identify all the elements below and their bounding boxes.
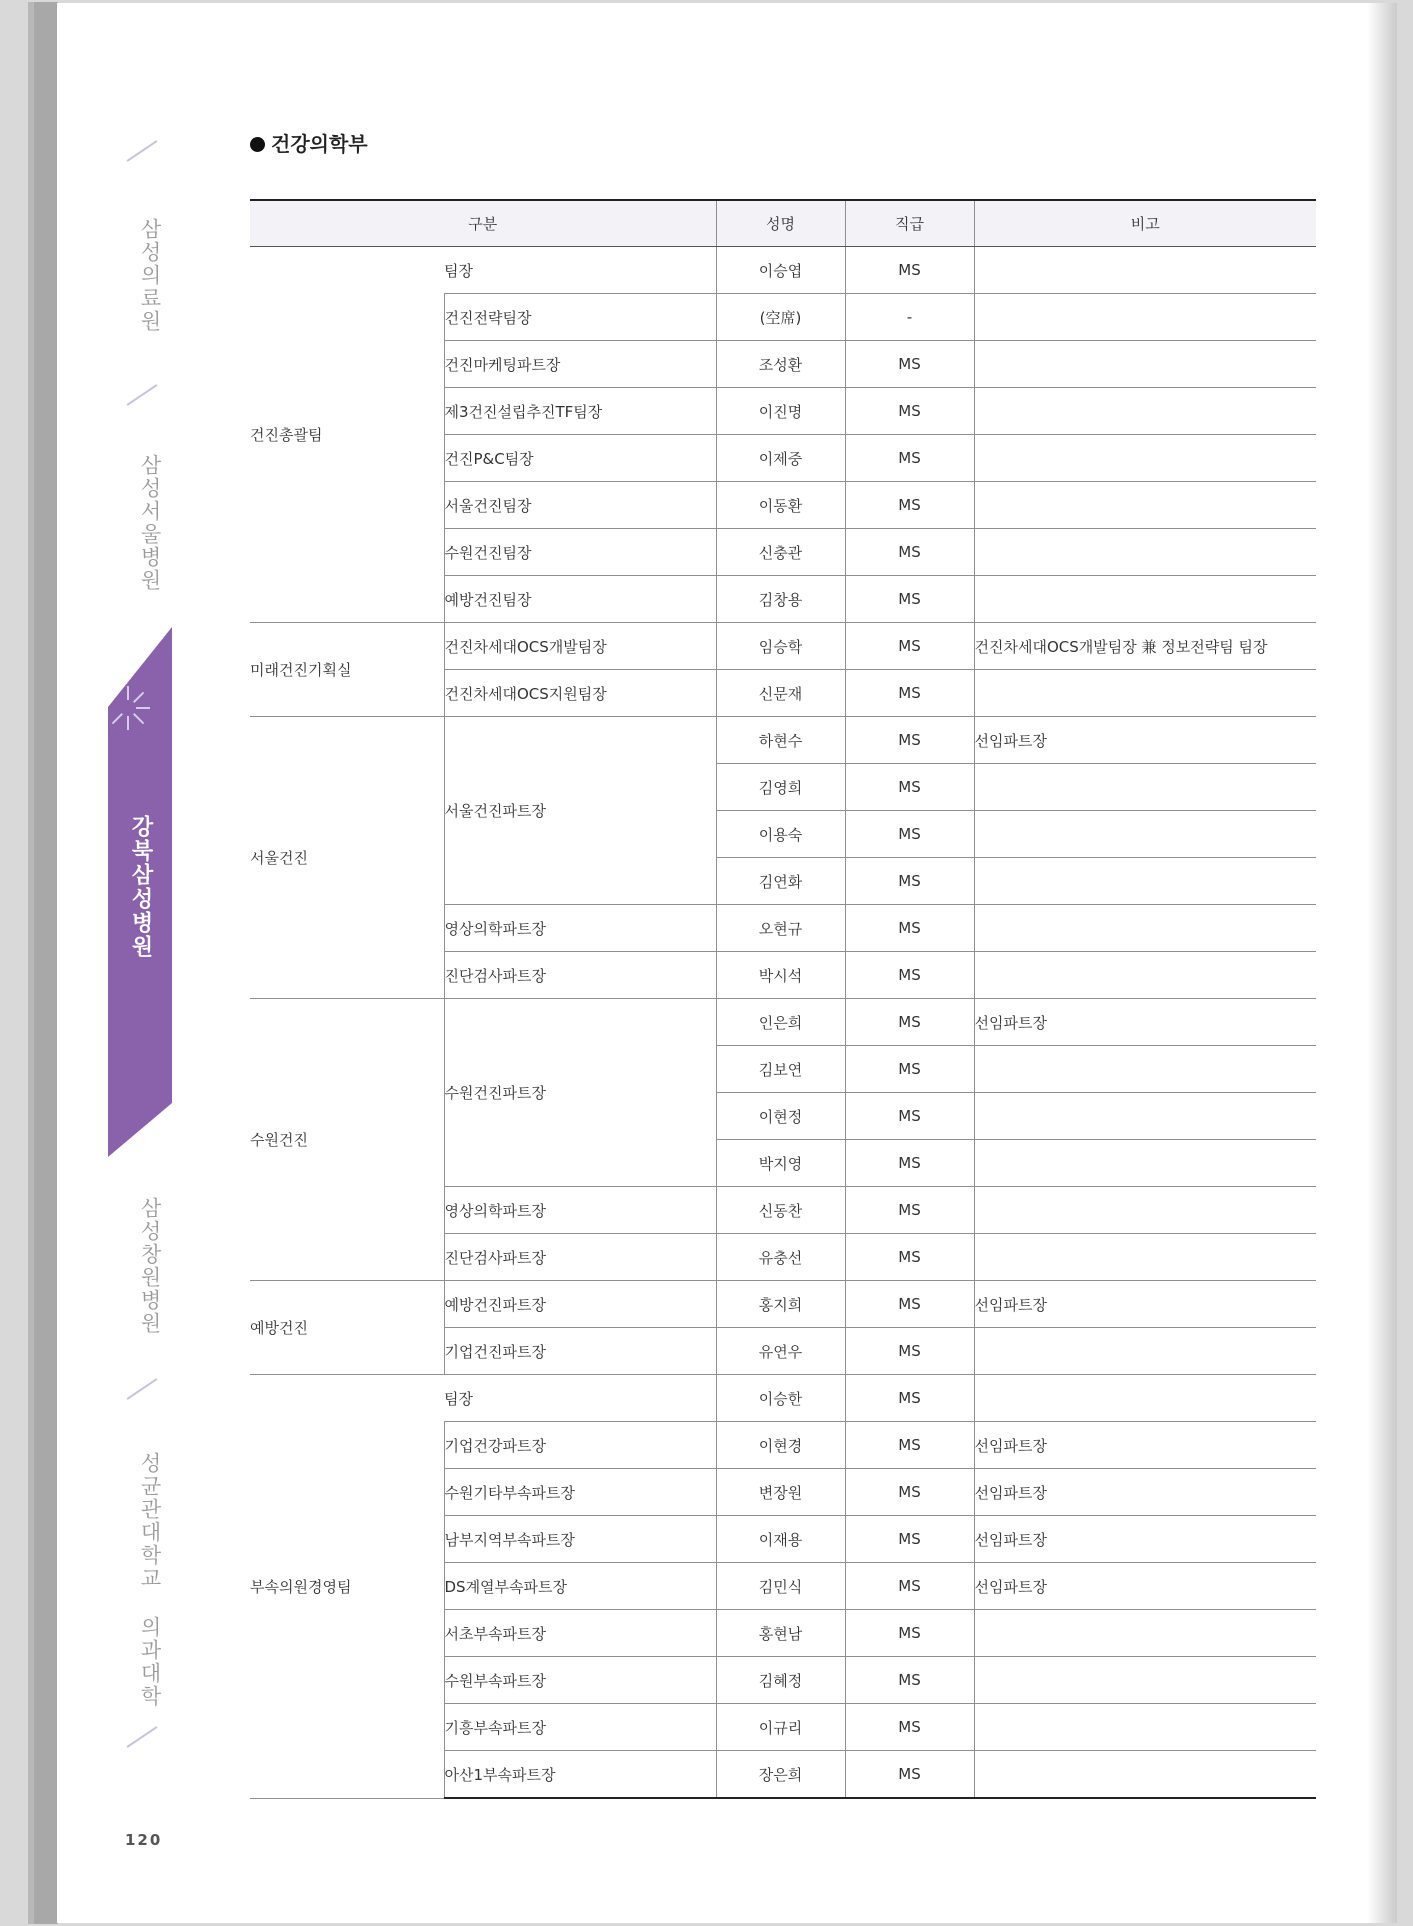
rank-cell: MS <box>845 670 974 717</box>
rank-cell: MS <box>845 952 974 999</box>
rank-cell: MS <box>845 717 974 764</box>
position-cell: 예방건진팀장 <box>444 576 716 623</box>
rank-cell: MS <box>845 1422 974 1469</box>
page-number: 120 <box>125 1831 163 1849</box>
sidebar-item-samsung-seoul-hospital[interactable]: 삼성서울병원 <box>138 454 162 592</box>
position-cell: 팀장 <box>444 247 716 294</box>
position-cell: 건진전략팀장 <box>444 294 716 341</box>
note-cell <box>974 341 1316 388</box>
name-cell: 이재용 <box>716 1516 845 1563</box>
sidebar-item-kangbuk-samsung-hospital[interactable]: 강북삼성병원 <box>128 815 153 959</box>
rank-cell: MS <box>845 1093 974 1140</box>
position-cell: 팀장 <box>444 1375 716 1422</box>
name-cell: 김영희 <box>716 764 845 811</box>
rank-cell: MS <box>845 529 974 576</box>
note-cell: 선임파트장 <box>974 1469 1316 1516</box>
dept-cell: 미래건진기획실 <box>250 623 444 717</box>
name-cell: 인은희 <box>716 999 845 1046</box>
note-cell <box>974 1751 1316 1799</box>
dept-cell: 부속의원경영팀 <box>250 1375 444 1799</box>
bullet-icon <box>250 137 265 152</box>
rank-cell: MS <box>845 1187 974 1234</box>
position-cell: 건진P&C팀장 <box>444 435 716 482</box>
table-body <box>250 247 1316 1799</box>
note-cell <box>974 858 1316 905</box>
name-cell: 신충관 <box>716 529 845 576</box>
rank-cell: MS <box>845 1751 974 1799</box>
note-cell <box>974 1610 1316 1657</box>
position-cell: 영상의학파트장 <box>444 1187 716 1234</box>
note-cell <box>974 1046 1316 1093</box>
position-cell: 진단검사파트장 <box>444 1234 716 1281</box>
name-cell: 김보연 <box>716 1046 845 1093</box>
name-cell: 김창용 <box>716 576 845 623</box>
note-cell <box>974 1328 1316 1375</box>
name-cell: 변장원 <box>716 1469 845 1516</box>
name-cell: 김연화 <box>716 858 845 905</box>
name-cell: 하현수 <box>716 717 845 764</box>
note-cell <box>974 1093 1316 1140</box>
note-cell: 선임파트장 <box>974 1422 1316 1469</box>
table-row <box>250 717 1316 764</box>
book-edge-inner <box>34 2 58 1924</box>
position-cell: DS계열부속파트장 <box>444 1563 716 1610</box>
position-cell: 건진마케팅파트장 <box>444 341 716 388</box>
position-cell: 건진차세대OCS개발팀장 <box>444 623 716 670</box>
section-title-text: 건강의학부 <box>271 132 368 156</box>
rank-cell: MS <box>845 247 974 294</box>
note-cell <box>974 670 1316 717</box>
rank-cell: MS <box>845 1657 974 1704</box>
note-cell <box>974 247 1316 294</box>
note-cell <box>974 576 1316 623</box>
rank-cell: MS <box>845 1375 974 1422</box>
name-cell: 박지영 <box>716 1140 845 1187</box>
rank-cell: - <box>845 294 974 341</box>
name-cell: 홍현남 <box>716 1610 845 1657</box>
dept-cell: 건진총괄팀 <box>250 247 444 623</box>
note-cell <box>974 294 1316 341</box>
note-cell <box>974 388 1316 435</box>
name-cell: 김혜정 <box>716 1657 845 1704</box>
table-row <box>250 1375 1316 1422</box>
table-row <box>250 1281 1316 1328</box>
name-cell: 신동찬 <box>716 1187 845 1234</box>
rank-cell: MS <box>845 1046 974 1093</box>
position-cell: 아산1부속파트장 <box>444 1751 716 1799</box>
name-cell: 오현규 <box>716 905 845 952</box>
dept-cell: 서울건진 <box>250 717 444 999</box>
note-cell <box>974 1704 1316 1751</box>
note-cell: 선임파트장 <box>974 999 1316 1046</box>
name-cell: 조성환 <box>716 341 845 388</box>
sparkle-icon <box>106 686 150 730</box>
name-cell: (空席) <box>716 294 845 341</box>
name-cell: 이규리 <box>716 1704 845 1751</box>
position-cell: 서초부속파트장 <box>444 1610 716 1657</box>
rank-cell: MS <box>845 1516 974 1563</box>
rank-cell: MS <box>845 858 974 905</box>
rank-cell: MS <box>845 1328 974 1375</box>
name-cell: 이현정 <box>716 1093 845 1140</box>
rank-cell: MS <box>845 576 974 623</box>
name-cell: 이승한 <box>716 1375 845 1422</box>
table-row <box>250 623 1316 670</box>
position-cell: 수원건진팀장 <box>444 529 716 576</box>
page-shadow <box>1367 3 1397 1923</box>
position-cell: 수원건진파트장 <box>444 999 716 1187</box>
note-cell: 건진차세대OCS개발팀장 兼 정보전략팀 팀장 <box>974 623 1316 670</box>
position-cell: 남부지역부속파트장 <box>444 1516 716 1563</box>
position-cell: 제3건진설립추진TF팀장 <box>444 388 716 435</box>
rank-cell: MS <box>845 764 974 811</box>
header-name: 성명 <box>716 200 845 247</box>
note-cell <box>974 905 1316 952</box>
rank-cell: MS <box>845 623 974 670</box>
header-note: 비고 <box>974 200 1316 247</box>
section-title <box>250 128 368 157</box>
position-cell: 예방건진파트장 <box>444 1281 716 1328</box>
dept-cell: 예방건진 <box>250 1281 444 1375</box>
position-cell: 서울건진팀장 <box>444 482 716 529</box>
staff-table <box>250 199 1316 1799</box>
position-cell: 기업건진파트장 <box>444 1328 716 1375</box>
name-cell: 이현경 <box>716 1422 845 1469</box>
rank-cell: MS <box>845 1469 974 1516</box>
rank-cell: MS <box>845 1281 974 1328</box>
note-cell: 선임파트장 <box>974 1563 1316 1610</box>
note-cell: 선임파트장 <box>974 1516 1316 1563</box>
rank-cell: MS <box>845 482 974 529</box>
note-cell <box>974 1187 1316 1234</box>
name-cell: 박시석 <box>716 952 845 999</box>
position-cell: 진단검사파트장 <box>444 952 716 999</box>
header-rank: 직급 <box>845 200 974 247</box>
name-cell: 이제중 <box>716 435 845 482</box>
name-cell: 임승학 <box>716 623 845 670</box>
position-cell: 영상의학파트장 <box>444 905 716 952</box>
position-cell: 서울건진파트장 <box>444 717 716 905</box>
position-cell: 수원기타부속파트장 <box>444 1469 716 1516</box>
name-cell: 이용숙 <box>716 811 845 858</box>
name-cell: 이진명 <box>716 388 845 435</box>
table-row <box>250 247 1316 294</box>
name-cell: 유연우 <box>716 1328 845 1375</box>
name-cell: 유충선 <box>716 1234 845 1281</box>
sidebar-item-samsung-medical-center[interactable]: 삼성의료원 <box>138 218 162 333</box>
table-header-row <box>250 200 1316 247</box>
name-cell: 홍지희 <box>716 1281 845 1328</box>
note-cell <box>974 764 1316 811</box>
note-cell <box>974 529 1316 576</box>
note-cell <box>974 1234 1316 1281</box>
name-cell: 이승엽 <box>716 247 845 294</box>
rank-cell: MS <box>845 435 974 482</box>
name-cell: 장은희 <box>716 1751 845 1799</box>
position-cell: 기흥부속파트장 <box>444 1704 716 1751</box>
rank-cell: MS <box>845 1610 974 1657</box>
table-row <box>250 999 1316 1046</box>
rank-cell: MS <box>845 811 974 858</box>
position-cell: 건진차세대OCS지원팀장 <box>444 670 716 717</box>
note-cell <box>974 1657 1316 1704</box>
position-cell: 기업건강파트장 <box>444 1422 716 1469</box>
rank-cell: MS <box>845 1704 974 1751</box>
note-cell <box>974 1375 1316 1422</box>
note-cell <box>974 811 1316 858</box>
rank-cell: MS <box>845 341 974 388</box>
sidebar-item-samsung-changwon-hospital[interactable]: 삼성창원병원 <box>138 1197 162 1335</box>
name-cell: 이동환 <box>716 482 845 529</box>
rank-cell: MS <box>845 905 974 952</box>
sidebar-item-skku-medicine[interactable]: 성균관대학교 의과대학 <box>138 1452 162 1708</box>
rank-cell: MS <box>845 1234 974 1281</box>
name-cell: 신문재 <box>716 670 845 717</box>
header-category: 구분 <box>250 200 716 247</box>
note-cell <box>974 952 1316 999</box>
rank-cell: MS <box>845 388 974 435</box>
rank-cell: MS <box>845 999 974 1046</box>
dept-cell: 수원건진 <box>250 999 444 1281</box>
note-cell: 선임파트장 <box>974 1281 1316 1328</box>
name-cell: 김민식 <box>716 1563 845 1610</box>
note-cell <box>974 482 1316 529</box>
position-cell: 수원부속파트장 <box>444 1657 716 1704</box>
rank-cell: MS <box>845 1140 974 1187</box>
note-cell: 선임파트장 <box>974 717 1316 764</box>
note-cell <box>974 435 1316 482</box>
note-cell <box>974 1140 1316 1187</box>
rank-cell: MS <box>845 1563 974 1610</box>
